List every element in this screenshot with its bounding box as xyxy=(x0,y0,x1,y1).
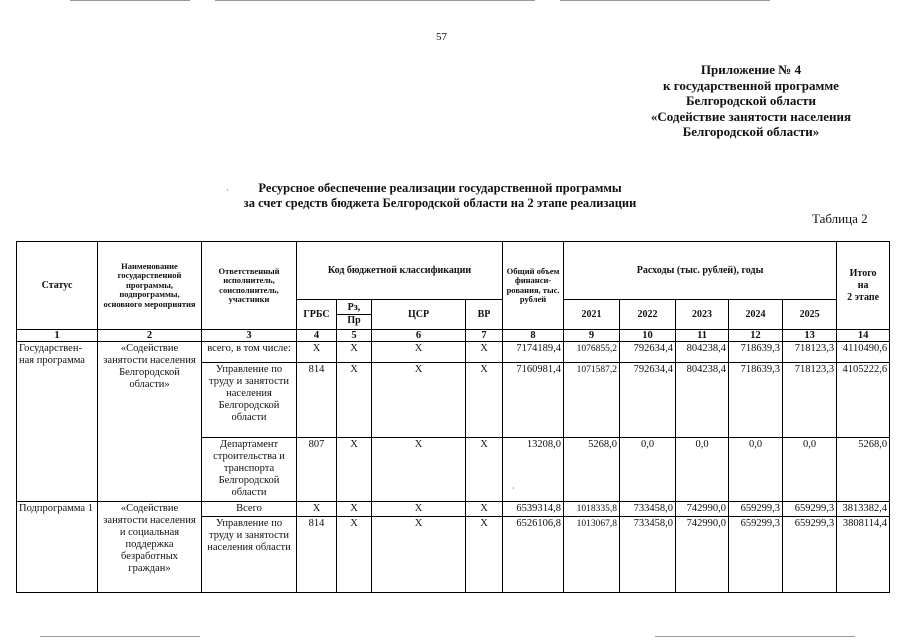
scan-edge-bottom xyxy=(40,636,200,637)
cell-vr: X xyxy=(466,438,503,502)
cell-rz: X xyxy=(337,363,372,438)
header-itogo-line: на xyxy=(857,279,869,291)
cell-2021: 1018335,8 xyxy=(564,502,620,517)
appendix-line: Белгородской области» xyxy=(682,124,820,139)
cell-vr: X xyxy=(466,342,503,363)
scan-speck: · xyxy=(226,186,229,195)
cell-2022: 733458,0 xyxy=(620,517,676,593)
cell-itogo: 3808114,4 xyxy=(837,517,890,593)
cell-itogo: 4110490,6 xyxy=(837,342,890,363)
row-status: Государствен-ная программа xyxy=(17,342,98,502)
cell-vr: X xyxy=(466,517,503,593)
header-itogo xyxy=(837,242,890,330)
cell-2021: 1013067,8 xyxy=(564,517,620,593)
cell-2022: 733458,0 xyxy=(620,502,676,517)
table-label: Таблица 2 xyxy=(812,211,868,226)
cell-2023: 804238,4 xyxy=(676,342,729,363)
table-row xyxy=(17,502,890,517)
cell-grbs: 814 xyxy=(297,517,337,593)
column-number: 5 xyxy=(337,330,372,342)
column-number: 10 xyxy=(620,330,676,342)
row-executor: Управление по труду и занятости населения Белгородской области xyxy=(202,363,297,438)
header-csr: ЦСР xyxy=(372,300,466,330)
cell-vr: X xyxy=(466,363,503,438)
cell-itogo: 4105222,6 xyxy=(837,363,890,438)
cell-rz: X xyxy=(337,438,372,502)
row-executor: всего, в том числе: xyxy=(202,342,297,363)
cell-itogo: 5268,0 xyxy=(837,438,890,502)
column-number: 9 xyxy=(564,330,620,342)
appendix-line: к государственной программе xyxy=(663,77,839,93)
cell-2024: 718639,3 xyxy=(729,363,783,438)
cell-grbs: X xyxy=(297,502,337,517)
header-year-2023: 2023 xyxy=(676,300,729,330)
column-number-row xyxy=(17,330,890,342)
cell-rz: X xyxy=(337,342,372,363)
cell-2024: 718639,3 xyxy=(729,342,783,363)
column-number: 4 xyxy=(297,330,337,342)
cell-2024: 0,0 xyxy=(729,438,783,502)
cell-2024: 659299,3 xyxy=(729,517,783,593)
cell-total: 13208,0 xyxy=(503,438,564,502)
column-number: 11 xyxy=(676,330,729,342)
cell-itogo: 3813382,4 xyxy=(837,502,890,517)
cell-total: 7160981,4 xyxy=(503,363,564,438)
appendix-header xyxy=(610,62,892,140)
row-status: Подпрограмма 1 xyxy=(17,502,98,593)
column-number: 3 xyxy=(202,330,297,342)
header-name: Наименование государственной программы, подпрограммы, основного мероприятия xyxy=(98,242,202,330)
header-grbs: ГРБС xyxy=(297,300,337,330)
header-rz-pr xyxy=(337,300,372,330)
scan-edge-bottom xyxy=(655,636,855,637)
cell-2022: 792634,4 xyxy=(620,342,676,363)
row-executor: Управление по труду и занятости населения области xyxy=(202,517,297,593)
cell-2023: 804238,4 xyxy=(676,363,729,438)
resource-table xyxy=(16,241,890,593)
header-expenses: Расходы (тыс. рублей), годы xyxy=(564,242,837,300)
cell-2022: 792634,4 xyxy=(620,363,676,438)
cell-2025: 659299,3 xyxy=(783,502,837,517)
header-pr: Пр xyxy=(347,315,361,326)
cell-csr: X xyxy=(372,363,466,438)
column-number: 7 xyxy=(466,330,503,342)
scan-edge-top xyxy=(560,0,770,1)
title-line: Ресурсное обеспечение реализации государственной программы xyxy=(258,181,622,195)
cell-2021: 5268,0 xyxy=(564,438,620,502)
header-status: Статус xyxy=(17,242,98,330)
header-total-financing: Общий объем финанси-рования, тыс. рублей xyxy=(503,242,564,330)
page-number: 57 xyxy=(436,31,447,43)
cell-2021: 1071587,2 xyxy=(564,363,620,438)
cell-2022: 0,0 xyxy=(620,438,676,502)
cell-rz: X xyxy=(337,502,372,517)
row-executor: Всего xyxy=(202,502,297,517)
header-year-2022: 2022 xyxy=(620,300,676,330)
cell-2023: 742990,0 xyxy=(676,517,729,593)
row-program-name: «Содействие занятости населения Белгородской области» xyxy=(98,342,202,502)
header-year-2024: 2024 xyxy=(729,300,783,330)
column-number: 6 xyxy=(372,330,466,342)
header-itogo-line: Итого xyxy=(849,267,877,279)
column-number: 14 xyxy=(837,330,890,342)
cell-2024: 659299,3 xyxy=(729,502,783,517)
header-executor: Ответственный исполнитель, соисполнитель, участники xyxy=(202,242,297,330)
cell-csr: X xyxy=(372,502,466,517)
cell-grbs: X xyxy=(297,342,337,363)
cell-rz: X xyxy=(337,517,372,593)
appendix-line: Белгородской области xyxy=(685,93,817,108)
row-program-name: «Содействие занятости населения и социальная поддержка безработных граждан» xyxy=(98,502,202,593)
cell-total: 7174189,4 xyxy=(503,342,564,363)
row-executor: Департамент строительства и транспорта Белгородской области xyxy=(202,438,297,502)
cell-csr: X xyxy=(372,342,466,363)
cell-2025: 718123,3 xyxy=(783,363,837,438)
column-number: 13 xyxy=(783,330,837,342)
cell-2023: 742990,0 xyxy=(676,502,729,517)
column-number: 2 xyxy=(98,330,202,342)
title-line: за счет средств бюджета Белгородской области на 2 этапе реализации xyxy=(243,196,637,210)
header-itogo-line: 2 этапе xyxy=(847,291,880,303)
cell-grbs: 807 xyxy=(297,438,337,502)
scan-edge-top xyxy=(215,0,535,1)
cell-csr: X xyxy=(372,438,466,502)
cell-total: 6526106,8 xyxy=(503,517,564,593)
header-vr: ВР xyxy=(466,300,503,330)
header-rz: Рз, xyxy=(337,302,371,315)
scan-edge-top xyxy=(70,0,190,1)
header-year-2025: 2025 xyxy=(783,300,837,330)
cell-2025: 718123,3 xyxy=(783,342,837,363)
cell-2025: 0,0 xyxy=(783,438,837,502)
cell-2025: 659299,3 xyxy=(783,517,837,593)
column-number: 1 xyxy=(17,330,98,342)
document-title xyxy=(210,181,670,211)
cell-total: 6539314,8 xyxy=(503,502,564,517)
header-budget-code: Код бюджетной классификации xyxy=(297,242,503,300)
scan-speck: · xyxy=(512,484,515,493)
cell-2023: 0,0 xyxy=(676,438,729,502)
cell-2021: 1076855,2 xyxy=(564,342,620,363)
column-number: 8 xyxy=(503,330,564,342)
cell-grbs: 814 xyxy=(297,363,337,438)
cell-csr: X xyxy=(372,517,466,593)
appendix-line: Приложение № 4 xyxy=(700,62,802,77)
header-year-2021: 2021 xyxy=(564,300,620,330)
column-number: 12 xyxy=(729,330,783,342)
table-row xyxy=(17,342,890,363)
appendix-line: «Содействие занятости населения xyxy=(650,108,852,124)
cell-vr: X xyxy=(466,502,503,517)
